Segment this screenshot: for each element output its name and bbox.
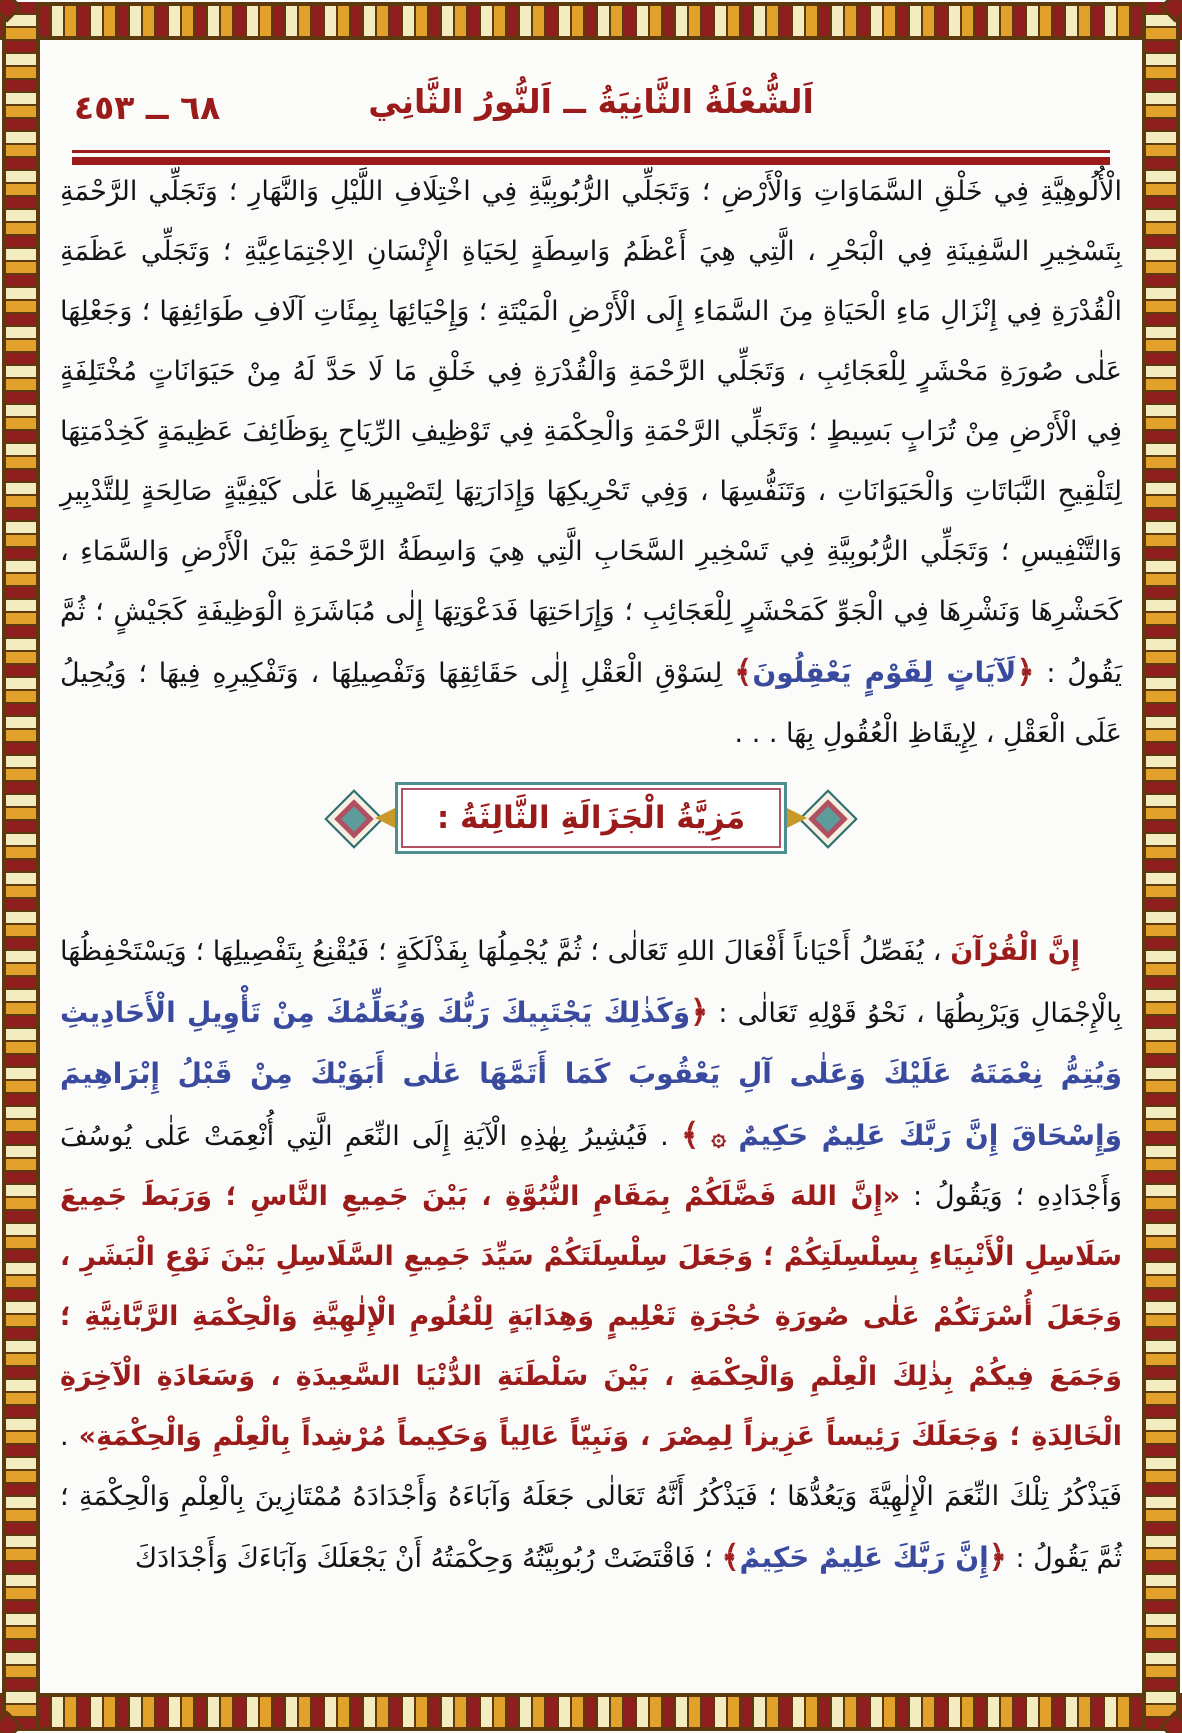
- text-run-black: . فَيُشِيرُ بِهٰذِهِ الْآيَةِ إِلَى النِّعَمِ الَّتِي أُنْعِمَتْ عَلٰى يُوسُفَ وَأَجْدَادِهِ ؛ وَيَقُولُ :: [60, 1121, 1122, 1212]
- text-run-red: إِنَّ الْقُرْآنَ: [950, 936, 1081, 967]
- section-heading-banner: [0, 772, 1182, 864]
- text-run-black: الْأُلُوهِيَّةِ فِي خَلْقِ السَّمَاوَاتِ وَالْأَرْضِ ؛ وَتَجَلِّي الرُّبُوبِيَّةِ فِي اخْتِلَافِ اللَّيْلِ وَالنَّهَارِ ؛ وَتَجَلِّي الرَّحْمَةِ بِتَسْخِيرِ السَّفِينَةِ فِي الْبَحْرِ ، الَّتِي هِيَ أَعْظَمُ وَاسِطَةٍ لِحَيَاةِ الْإِنْسَانِ الِاجْتِمَاعِيَّةِ ؛ وَتَجَلِّي عَظَمَةِ الْقُدْرَةِ فِي إِنْزَالِ مَاءِ الْحَيَاةِ مِنَ السَّمَاءِ إِلَى الْأَرْضِ الْمَيْتَةِ ؛ وَإِحْيَائِهَا بِمِئَاتِ آلَافِ طَوَائِفِهَا ؛ وَجَعْلِهَا عَلٰى صُورَةِ مَحْشَرٍ لِلْعَجَائِبِ ، وَتَجَلِّي الرَّحْمَةِ وَالْقُدْرَةِ فِي خَلْقِ مَا لَا حَدَّ لَهُ مِنْ حَيَوَانَاتٍ مُخْتَلِفَةٍ فِي الْأَرْضِ مِنْ تُرَابٍ بَسِيطٍ ؛ وَتَجَلِّي الرَّحْمَةِ وَالْحِكْمَةِ فِي تَوْظِيفِ الرِّيَاحِ بِوَظَائِفَ عَظِيمَةٍ كَخِدْمَتِهَا لِتَلْقِيحِ النَّبَاتَاتِ وَالْحَيَوَانَاتِ ، وَتَنَفُّسِهَا ، وَفِي تَحْرِيكِهَا وَإِدَارَتِهَا لِتَصْيِيرِهَا عَلٰى كَيْفِيَّةٍ صَالِحَةٍ لِلتَّدْبِيرِ وَالتَّنْفِيسِ ؛ وَتَجَلِّي الرُّبُوبِيَّةِ فِي تَسْخِيرِ السَّحَابِ الَّتِي هِيَ وَاسِطَةُ الرَّحْمَةِ بَيْنَ الْأَرْضِ وَالسَّمَاءِ ، كَحَشْرِهَا وَنَشْرِهَا فِي الْجَوِّ كَمَحْشَرٍ لِلْعَجَائِبِ ؛ وَإِرَاحَتِهَا فَدَعْوَتِهَا إِلٰى مُبَاشَرَةِ الْوَظِيفَةِ كَجَيْشٍ ؛ ثُمَّ يَقُولُ :: [60, 176, 1123, 689]
- border-right-ornament: [1142, 2, 1180, 1731]
- paragraph: [60, 162, 1122, 764]
- page-header: [62, 82, 1120, 140]
- border-top-ornament: [0, 2, 1182, 40]
- text-run-blue: لَآيَاتٍ لِقَوْمٍ يَعْقِلُونَ: [752, 656, 1017, 689]
- section-heading: مَزِيَّةُ الْجَزَالَةِ الثَّالِثَةُ :: [436, 800, 746, 836]
- text-run-bracket: ﴿: [988, 1539, 1007, 1575]
- heading-flourish-diamond: [798, 789, 857, 848]
- heading-flourish-right-icon: [787, 788, 851, 848]
- text-run-black: ، يُفَصِّلُ أَحْيَاناً أَفْعَالَ اللهِ تَعَالٰى ؛ ثُمَّ يُجْمِلُهَا بِفَذْلَكَةٍ ؛ فَيُقْنِعُ بِتَفْصِيلِهَا ؛ وَيَسْتَحْفِظُهَا بِالْإِجْمَالِ وَيَرْبِطُهَا ، نَحْوُ قَوْلِهِ تَعَالٰى :: [60, 936, 1123, 1029]
- heading-flourish-tip: [375, 808, 395, 828]
- text-run-bracket: ﴾: [721, 1539, 740, 1575]
- text-run-bracket: ﴾: [680, 1117, 700, 1153]
- page-title: اَلشُّعْلَةُ الثَّانِيَةُ ــ اَلنُّورُ الثَّانِي: [368, 82, 814, 121]
- text-run-blue: وَكَذٰلِكَ يَجْتَبِيكَ رَبُّكَ وَيُعَلِّمُكَ مِنْ تَأْوِيلِ الْأَحَادِيثِ وَيُتِمُّ نِعْمَتَهُ عَلَيْكَ وَعَلٰى آلِ يَعْقُوبَ كَمَا أَتَمَّهَا عَلٰى أَبَوَيْكَ مِنْ قَبْلُ إِبْرَاهِيمَ وَإِسْحَاقَ إِنَّ رَبَّكَ عَلِيمٌ حَكِيمٌ: [60, 996, 1123, 1152]
- paragraph: [60, 922, 1122, 1589]
- heading-flourish-left-icon: [331, 788, 395, 848]
- border-left-ornament: [2, 2, 40, 1731]
- text-run-black: ؛ فَاقْتَضَتْ رُبُوبِيَّتُهُ وَحِكْمَتُهُ أَنْ يَجْعَلَكَ وَآبَاءَكَ وَأَجْدَادَكَ: [134, 1543, 722, 1574]
- header-rule-thin-line: [72, 150, 1110, 153]
- text-run-red: «إِنَّ اللهَ فَضَّلَكُمْ بِمَقَامِ النُّبُوَّةِ ، بَيْنَ جَمِيعِ النَّاسِ ؛ وَرَبَطَ جَمِيعَ سَلَاسِلِ الْأَنْبِيَاءِ بِسِلْسِلَتِكُمْ ؛ وَجَعَلَ سِلْسِلَتَكُمْ سَيِّدَ جَمِيعِ السَّلَاسِلِ بَيْنَ نَوْعِ الْبَشَرِ ، وَجَعَلَ أُسْرَتَكُمْ عَلٰى صُورَةِ حُجْرَةِ تَعْلِيمٍ وَهِدَايَةٍ لِلْعُلُومِ الْإِلٰهِيَّةِ وَالْحِكْمَةِ الرَّبَّانِيَّةِ ؛ وَجَمَعَ فِيكُمْ بِذٰلِكَ الْعِلْمِ وَالْحِكْمَةِ ، بَيْنَ سَلْطَنَةِ الدُّنْيَا السَّعِيدَةِ ، وَسَعَادَةِ الْآخِرَةِ الْخَالِدَةِ ؛ وَجَعَلَكَ رَئِيساً عَزِيزاً لِمِصْرَ ، وَنَبِيّاً عَالِياً وَحَكِيماً مُرْشِداً بِالْعِلْمِ وَالْحِكْمَةِ»: [60, 1181, 1123, 1452]
- text-run-bracket: ﴿: [690, 994, 709, 1030]
- body-text: [60, 162, 1122, 1595]
- border-bottom-ornament: [0, 1693, 1182, 1731]
- text-run-rosette: ۞: [699, 1122, 739, 1151]
- page-numbers: ٦٨ ــ ٤٥٣: [74, 88, 221, 127]
- text-run-blue: إِنَّ رَبَّكَ عَلِيمٌ حَكِيمٌ: [739, 1541, 989, 1574]
- text-run-black: لِسَوْقِ الْعَقْلِ إِلٰى حَقَائِقِهَا وَتَفْصِيلِهَا ، وَتَفْكِيرِهِ فِيهَا ؛ وَيُحِيلُ عَلَى الْعَقْلِ ، لِإِيقَاظِ الْعُقُولِ بِهَا . . .: [60, 658, 1122, 749]
- text-run-bracket: ﴿: [1016, 654, 1035, 690]
- text-run-black: . فَيَذْكُرُ تِلْكَ النِّعَمَ الْإِلٰهِيَّةَ وَيَعُدُّهَا ؛ فَيَذْكُرُ أَنَّهُ تَعَالٰى جَعَلَهُ وَآبَاءَهُ وَأَجْدَادَهُ مُمْتَازِينَ بِالْعِلْمِ وَالْحِكْمَةِ ؛ ثُمَّ يَقُولُ :: [60, 1421, 1122, 1574]
- text-run-bracket: ﴾: [734, 654, 753, 690]
- section-heading-box: [395, 782, 787, 854]
- heading-flourish-tip: [787, 808, 807, 828]
- section-heading-box-inner: [401, 788, 781, 848]
